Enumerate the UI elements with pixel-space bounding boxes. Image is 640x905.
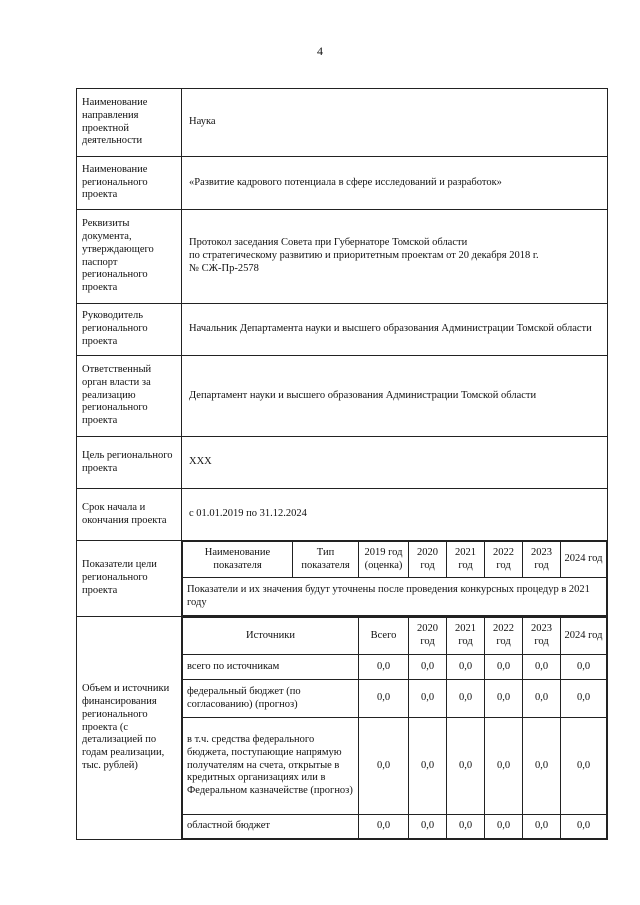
- value-goal: ХХХ: [182, 437, 608, 489]
- label-goal: Цель регионального проекта: [77, 437, 182, 489]
- label-document: Реквизиты документа, утверждающего паспорт регионального проекта: [77, 210, 182, 304]
- document-line-1: Протокол заседания Совета при Губернаторе Томской области: [189, 237, 468, 249]
- indicators-note: Показатели и их значения будут уточнены после проведения конкурсных процедур в 2021 году: [183, 578, 607, 616]
- header-total: Всего: [359, 618, 409, 655]
- header-sources: Источники: [183, 618, 359, 655]
- finance-value-2022: 0,0: [485, 655, 523, 680]
- label-term: Срок начала и окончания проекта: [77, 489, 182, 541]
- header-2019: 2019 год (оценка): [359, 542, 409, 578]
- finance-total: 0,0: [359, 680, 409, 718]
- document-line-2: по стратегическому развитию и приоритетным проектам от 20 декабря 2018 г.: [189, 250, 539, 262]
- value-head: Начальник Департамента науки и высшего образования Администрации Томской области: [182, 304, 608, 356]
- finance-value-2022: 0,0: [485, 815, 523, 839]
- finance-row: [183, 655, 607, 680]
- finance-value-2024: 0,0: [561, 718, 607, 815]
- row-direction: [77, 89, 608, 157]
- finance-row: [183, 680, 607, 718]
- header-2024: 2024 год: [561, 542, 607, 578]
- finance-source: областной бюджет: [183, 815, 359, 839]
- header-fin-2024: 2024 год: [561, 618, 607, 655]
- header-fin-2022: 2022 год: [485, 618, 523, 655]
- label-head: Руководитель регионального проекта: [77, 304, 182, 356]
- finance-value-2020: 0,0: [409, 718, 447, 815]
- indicators-note-row: [183, 578, 607, 616]
- finance-value-2023: 0,0: [523, 655, 561, 680]
- value-responsible: Департамент науки и высшего образования Администрации Томской области: [182, 356, 608, 437]
- row-finance: [77, 617, 608, 840]
- finance-value-2021: 0,0: [447, 815, 485, 839]
- finance-value-2022: 0,0: [485, 680, 523, 718]
- finance-source: в т.ч. средства федерального бюджета, поступающие напрямую получателям на счета, открытые в кредитных организациях или в Федеральном казначействе (прогноз): [183, 718, 359, 815]
- finance-value-2020: 0,0: [409, 680, 447, 718]
- row-term: [77, 489, 608, 541]
- finance-value-2024: 0,0: [561, 655, 607, 680]
- header-fin-2023: 2023 год: [523, 618, 561, 655]
- finance-value-2024: 0,0: [561, 815, 607, 839]
- finance-value-2021: 0,0: [447, 655, 485, 680]
- header-indicator-type: Тип показателя: [293, 542, 359, 578]
- finance-value-2023: 0,0: [523, 718, 561, 815]
- finance-row: [183, 718, 607, 815]
- document-line-3: № СЖ-Пр-2578: [189, 262, 259, 274]
- finance-total: 0,0: [359, 815, 409, 839]
- finance-source: всего по источникам: [183, 655, 359, 680]
- row-responsible: [77, 356, 608, 437]
- finance-value-2023: 0,0: [523, 815, 561, 839]
- finance-value-2022: 0,0: [485, 718, 523, 815]
- row-project-name: [77, 157, 608, 210]
- row-indicators: [77, 541, 608, 617]
- row-goal: [77, 437, 608, 489]
- header-fin-2021: 2021 год: [447, 618, 485, 655]
- project-passport-table: [76, 88, 608, 840]
- header-indicator-name: Наименование показателя: [183, 542, 293, 578]
- finance-value-2024: 0,0: [561, 680, 607, 718]
- finance-total: 0,0: [359, 655, 409, 680]
- value-term: с 01.01.2019 по 31.12.2024: [182, 489, 608, 541]
- indicators-table: [182, 541, 607, 616]
- finance-source: федеральный бюджет (по согласованию) (прогноз): [183, 680, 359, 718]
- value-document: [182, 210, 608, 304]
- header-2021: 2021 год: [447, 542, 485, 578]
- header-fin-2020: 2020 год: [409, 618, 447, 655]
- finance-total: 0,0: [359, 718, 409, 815]
- value-project-name: «Развитие кадрового потенциала в сфере исследований и разработок»: [182, 157, 608, 210]
- header-2022: 2022 год: [485, 542, 523, 578]
- finance-value-2020: 0,0: [409, 815, 447, 839]
- row-document: [77, 210, 608, 304]
- finance-header-row: [183, 618, 607, 655]
- label-direction: Наименование направления проектной деятельности: [77, 89, 182, 157]
- finance-value-2020: 0,0: [409, 655, 447, 680]
- label-project-name: Наименование регионального проекта: [77, 157, 182, 210]
- label-responsible: Ответственный орган власти за реализацию регионального проекта: [77, 356, 182, 437]
- header-2023: 2023 год: [523, 542, 561, 578]
- finance-value-2021: 0,0: [447, 718, 485, 815]
- finance-value-2021: 0,0: [447, 680, 485, 718]
- label-indicators: Показатели цели регионального проекта: [77, 541, 182, 617]
- finance-table: [182, 617, 607, 839]
- row-head: [77, 304, 608, 356]
- header-2020: 2020 год: [409, 542, 447, 578]
- finance-row: [183, 815, 607, 839]
- finance-value-2023: 0,0: [523, 680, 561, 718]
- page-number: 4: [317, 44, 323, 58]
- value-direction: Наука: [182, 89, 608, 157]
- indicators-header-row: [183, 542, 607, 578]
- label-finance: Объем и источники финансирования регионального проекта (с детализацией по годам реализации, тыс. рублей): [77, 617, 182, 840]
